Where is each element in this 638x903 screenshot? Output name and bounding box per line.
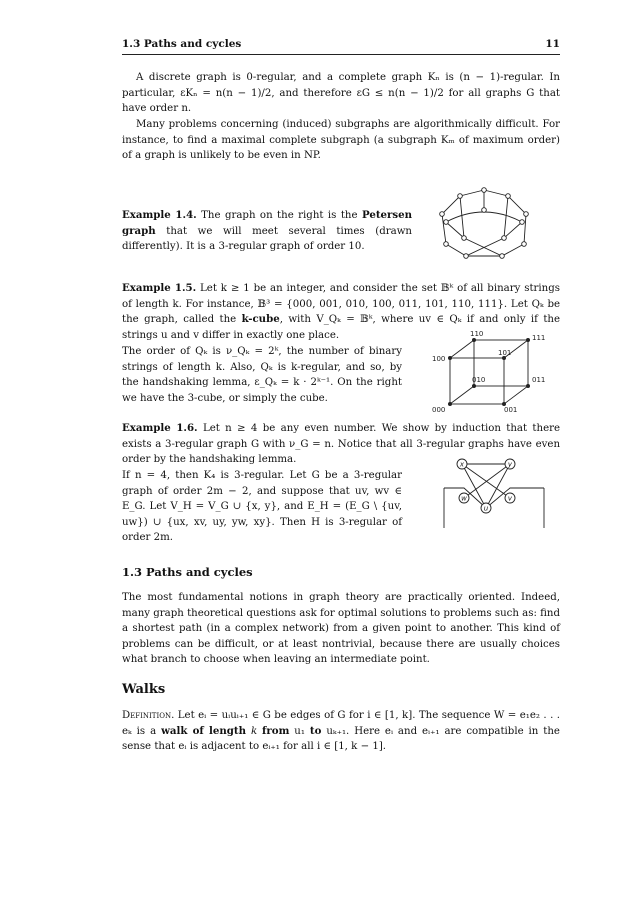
example-1-4	[122, 208, 412, 255]
section-title: 1.3 Paths and cycles	[122, 565, 253, 579]
k-cube-term: k-cube	[241, 313, 280, 326]
walk-of-length-term: walk of length	[161, 724, 247, 737]
example-1-4-text1: The graph on the right is the	[201, 210, 358, 221]
cube-label-010: 010	[472, 376, 486, 384]
petersen-edges	[442, 190, 526, 256]
cube-graph	[428, 330, 560, 414]
cube-label-011: 011	[532, 376, 546, 384]
walks-title: Walks	[122, 682, 166, 697]
running-header	[122, 38, 560, 55]
paragraph-regular: A discrete graph is 0-regular, and a complete graph Kₙ is (n − 1)-regular. In particular, εKₙ = n(n − 1)/2, and therefore εG ≤ n(n − 1)/2 for all graphs G that have order n.	[122, 72, 560, 115]
h-label-x: x	[459, 460, 465, 469]
petersen-term: Petersen graph	[122, 209, 412, 237]
h-label-w: w	[461, 494, 467, 503]
example-1-6-text-a: Let n ≥ 4 be any even number. We show by induction that there exists a 3-regular graph G with ν_G = n. Notice that all 3-regular graphs have even order by the handshaking lemma.	[122, 423, 560, 466]
h-label-y: y	[507, 460, 513, 469]
paragraph-subgraphs: Many problems concerning (induced) subgraphs are algorithmically difficult. For instance, to find a maximal complete subgraph (a subgraph Kₘ of maximum order) of a graph is unlikely to be even in NP.	[122, 119, 560, 162]
from-term: from	[262, 724, 290, 737]
walk-def-text-a: Let eᵢ = uᵢuᵢ₊₁ ∈ G be edges of G for i ∈ [1, k]. The sequence W = e₁e₂ . . . eₖ is a	[122, 710, 560, 737]
example-1-6-induction: If n = 4, then K₄ is 3-regular. Let G be a 3-regular graph of order 2m − 2, and suppose that uv, wv ∈ E_G. Let V_H = V_G ∪ {x, y}, and E_H = (E_G \ {uv, uw}) ∪ {ux, xv, uy, yw, xy}. Then H is 3-regular of order 2m.	[122, 470, 402, 544]
cube-label-100: 100	[432, 355, 446, 363]
walk-def-text-b: u₁	[294, 725, 305, 737]
example-1-5-cube: The order of Qₖ is ν_Qₖ = 2ᵏ, the number of binary strings of length k. Also, Qₖ is k-regular, and so, by the handshaking lemma, ε_Qₖ = k · 2ᵏ⁻¹. On the right we have the 3-cube, or simply the cube.	[122, 346, 402, 404]
example-1-5-text-b: , with V_Qₖ = 𝔹ᵏ, where uv ∈ Qₖ if and only if the strings u and v differ in exactly one place.	[122, 314, 561, 341]
cube-label-001: 001	[504, 406, 518, 414]
cube-label-101: 101	[498, 349, 512, 357]
walk-definition	[122, 708, 560, 755]
h-label-v: v	[507, 494, 513, 503]
h-label-u: u	[483, 504, 489, 513]
header-title: 1.3 Paths and cycles	[122, 38, 242, 50]
cube-label-110: 110	[470, 330, 484, 338]
example-1-6-label: Example 1.6.	[122, 422, 198, 434]
definition-label: Definition.	[122, 710, 175, 721]
to-term: to	[309, 724, 322, 737]
petersen-graph	[424, 186, 554, 266]
walk-length-var: k	[250, 725, 258, 737]
h-graph	[444, 456, 554, 528]
example-1-5-label: Example 1.5.	[122, 282, 197, 294]
example-1-4-text2: that we will meet several times (drawn differently). It is a 3-regular graph of order 10.	[122, 225, 412, 253]
walk-def-text-c: uₖ₊₁. Here eᵢ and eᵢ₊₁ are compatible in the sense that eᵢ is adjacent to eᵢ₊₁ for all i ∈ [1, k − 1].	[122, 725, 560, 753]
example-1-4-label: Example 1.4.	[122, 209, 197, 221]
example-1-5-text-a: Let k ≥ 1 be an integer, and consider the set 𝔹ᵏ of all binary strings of length k. For instance, 𝔹³ = {000, 001, 010, 100, 011, 101, 110, 111}. Let Qₖ be the graph, called the	[122, 283, 560, 326]
section-paragraph: The most fundamental notions in graph theory are practically oriented. Indeed, many graph theoretical questions ask for optimal solutions to problems such as: find a shortest path (in a complex network) from a given point to another. This kind of problems can be difficult, or at least nontrivial, because there are usually choices what branch to choose when leaving an intermediate point.	[122, 592, 560, 666]
cube-label-111: 111	[532, 334, 546, 342]
cube-label-000: 000	[432, 406, 446, 414]
cube-edges	[450, 340, 528, 404]
page-number: 11	[545, 38, 560, 50]
